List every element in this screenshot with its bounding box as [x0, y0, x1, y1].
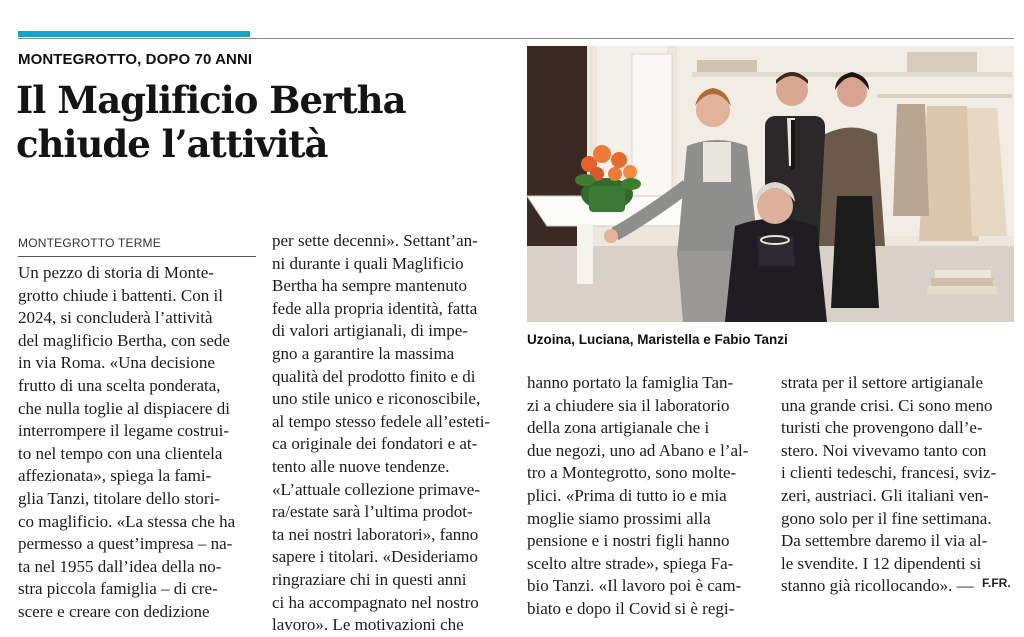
body-line: ra/estate sarà l’ultima prodot-	[272, 502, 473, 522]
body-line: glia Tanzi, titolare dello stori-	[18, 488, 220, 508]
body-line: gono solo per il fine settimana.	[781, 508, 992, 528]
section-accent-bar	[18, 31, 250, 37]
body-line: Un pezzo di storia di Monte-	[18, 263, 214, 282]
body-line: della zona artigianale che i	[527, 418, 710, 438]
body-line: una grande crisi. Ci sono meno	[781, 395, 993, 415]
body-line: pensione e i nostri figli hanno	[527, 531, 730, 551]
body-line: qualità del prodotto finito e di	[272, 366, 476, 386]
body-column-2	[272, 230, 512, 637]
body-line: sapere i titolari. «Desideriamo	[272, 547, 478, 567]
body-line: lavoro». Le motivazioni che	[272, 615, 464, 635]
body-line: stero. Noi vivevamo tanto con	[781, 440, 987, 460]
body-line: zeri, austriaci. Gli italiani ven-	[781, 485, 989, 505]
body-line: interrompere il legame costrui-	[18, 421, 229, 441]
body-line: ta nei nostri laboratori», fanno	[272, 524, 479, 544]
body-line: ringraziare chi in questi anni	[272, 569, 467, 589]
body-line: del maglificio Bertha, con sede	[18, 330, 230, 350]
top-divider	[18, 38, 1014, 39]
body-line: affezionata», spiega la fami-	[18, 466, 212, 486]
body-line: i clienti tedeschi, francesi, sviz-	[781, 463, 997, 483]
shop-interior-illustration	[527, 46, 1014, 322]
body-line: bio Tanzi. «Il lavoro poi è cam-	[527, 576, 742, 596]
body-line: to nel tempo con una clientela	[18, 443, 223, 463]
body-line: per sette decenni». Settant’an-	[272, 231, 478, 250]
body-line: 2024, si concluderà l’attività	[18, 308, 213, 328]
body-line: di valori artigianali, di impe-	[272, 321, 468, 341]
body-column-4	[781, 372, 1015, 598]
body-line: stra piccola famiglia – di cre-	[18, 579, 218, 599]
body-line: stanno già ricollocando». —	[781, 576, 974, 596]
body-line: che nulla toglie al dispiacere di	[18, 398, 230, 418]
kicker: MONTEGROTTO, DOPO 70 ANNI	[18, 51, 253, 68]
dateline: MONTEGROTTO TERME	[18, 236, 161, 250]
body-line: fede alla propria identità, fatta	[272, 298, 478, 318]
body-line: strata per il settore artigianale	[781, 373, 984, 392]
body-line: moglie siamo prossimi alla	[527, 508, 711, 528]
body-line: due negozi, uno ad Abano e l’al-	[527, 440, 749, 460]
body-line: hanno portato la famiglia Tan-	[527, 373, 734, 392]
article-photo	[527, 46, 1014, 322]
body-line: tento alle nuove tendenze.	[272, 456, 450, 476]
body-line: «L’attuale collezione primave-	[272, 479, 481, 499]
body-line: co maglificio. «La stessa che ha	[18, 511, 236, 531]
body-line: al tempo stesso fedele all’esteti-	[272, 411, 491, 431]
body-line: gno a garantire la massima	[272, 343, 455, 363]
body-line: turisti che provengono dall’e-	[781, 418, 983, 438]
body-line: ta nel 1955 dall’idea della no-	[18, 556, 222, 576]
body-column-1	[18, 262, 258, 624]
body-line: tro a Montegrotto, sono molte-	[527, 463, 737, 483]
body-line: Bertha ha sempre mantenuto	[272, 276, 467, 296]
body-line: frutto di una scelta ponderata,	[18, 375, 221, 395]
headline-line: chiude l’attività	[16, 122, 328, 166]
body-line: le svendite. I 12 dipendenti si	[781, 553, 982, 573]
photo-caption: Uzoina, Luciana, Maristella e Fabio Tanzi	[527, 332, 788, 347]
author-signature: F.FR.	[982, 576, 1011, 590]
dateline-divider	[18, 256, 256, 257]
body-line: scere e creare con dedizione	[18, 601, 210, 621]
body-column-3	[527, 372, 767, 621]
body-line: grotto chiude i battenti. Con il	[18, 285, 223, 305]
body-line: biato e dopo il Covid si è regi-	[527, 598, 735, 618]
body-line: uno stile unico e riconoscibile,	[272, 389, 481, 409]
body-line: ca originale dei fondatori e at-	[272, 434, 478, 454]
body-line: scelto altre strade», spiega Fa-	[527, 553, 734, 573]
body-line: ci ha accompagnato nel nostro	[272, 592, 479, 612]
body-line: Da settembre daremo il via al-	[781, 531, 988, 551]
body-line: zi a chiudere sia il laboratorio	[527, 395, 730, 415]
body-line: ni durante i quali Maglificio	[272, 253, 464, 273]
body-line: in via Roma. «Una decisione	[18, 353, 215, 373]
headline	[16, 78, 516, 166]
body-line: permesso a quest’impresa – na-	[18, 534, 233, 554]
body-line: plici. «Prima di tutto io e mia	[527, 485, 727, 505]
headline-line: Il Maglificio Bertha	[16, 78, 406, 122]
